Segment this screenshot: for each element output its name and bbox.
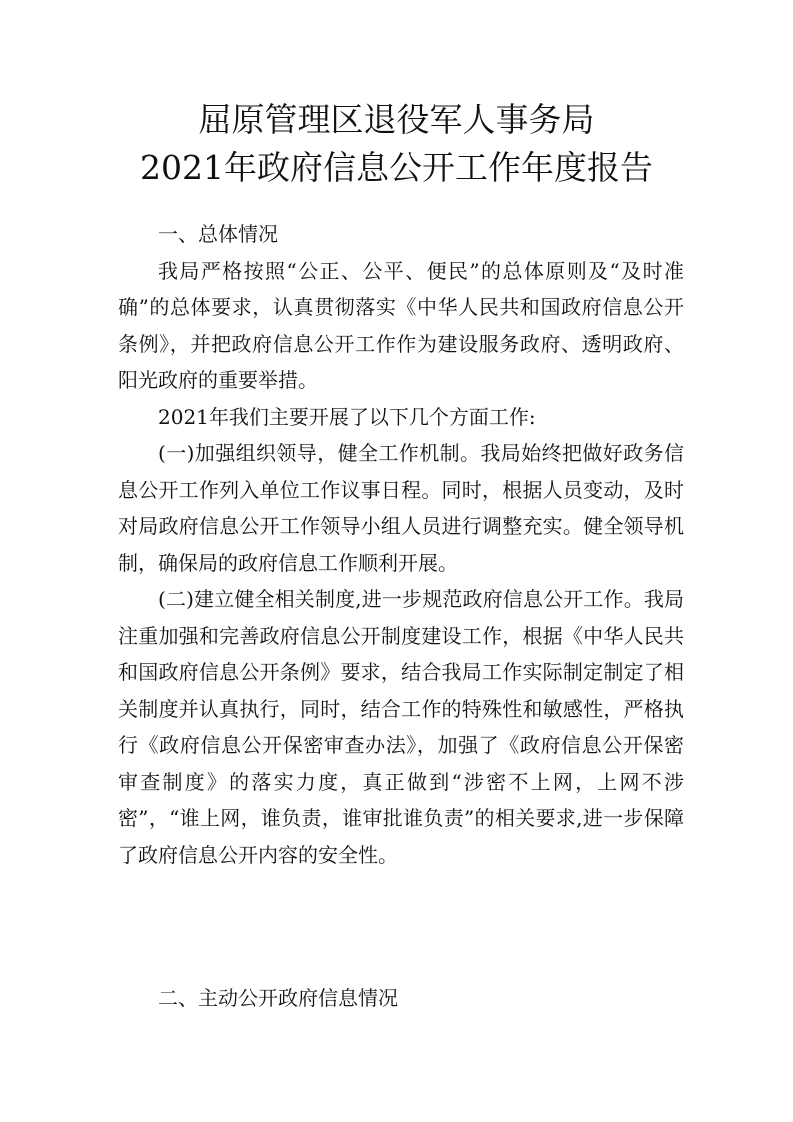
- section-heading-active-disclosure: 二、主动公开政府信息情况: [158, 986, 398, 1010]
- document-title-line2: 2021年政府信息公开工作年度报告: [140, 148, 653, 187]
- paragraph-principles: 我局严格按照“公正、公平、便民”的总体原则及“及时准确”的总体要求，认真贯彻落实《中华人民共和国政府信息公开条例》，并把政府信息公开工作作为建设服务政府、透明政府、阳光政府的重要举措。: [118, 258, 684, 392]
- paragraph-intro-work: 2021年我们主要开展了以下几个方面工作:: [158, 404, 536, 429]
- paragraph-organization: (一)加强组织领导，健全工作机制。我局始终把做好政务信息公开工作列入单位工作议事日程。同时，根据人员变动，及时对局政府信息公开工作领导小组人员进行调整充实。健全领导机制，确保局的政府信息工作顺利开展。: [118, 441, 684, 575]
- paragraph-systems: (二)建立健全相关制度,进一步规范政府信息公开工作。我局注重加强和完善政府信息公开制度建设工作，根据《中华人民共和国政府信息公开条例》要求，结合我局工作实际制定制定了相关制度并认真执行，同时，结合工作的特殊性和敏感性，严格执行《政府信息公开保密审查办法》，加强了《政府信息公开保密审查制度》的落实力度，真正做到“涉密不上网，上网不涉密”，“谁上网，谁负责，谁审批谁负责”的相关要求,进一步保障了政府信息公开内容的安全性。: [118, 587, 684, 867]
- document-body: [118, 216, 684, 873]
- section-heading-overview: 一、总体情况: [158, 222, 278, 246]
- document-title-line1: 屈原管理区退役军人事务局: [198, 100, 595, 139]
